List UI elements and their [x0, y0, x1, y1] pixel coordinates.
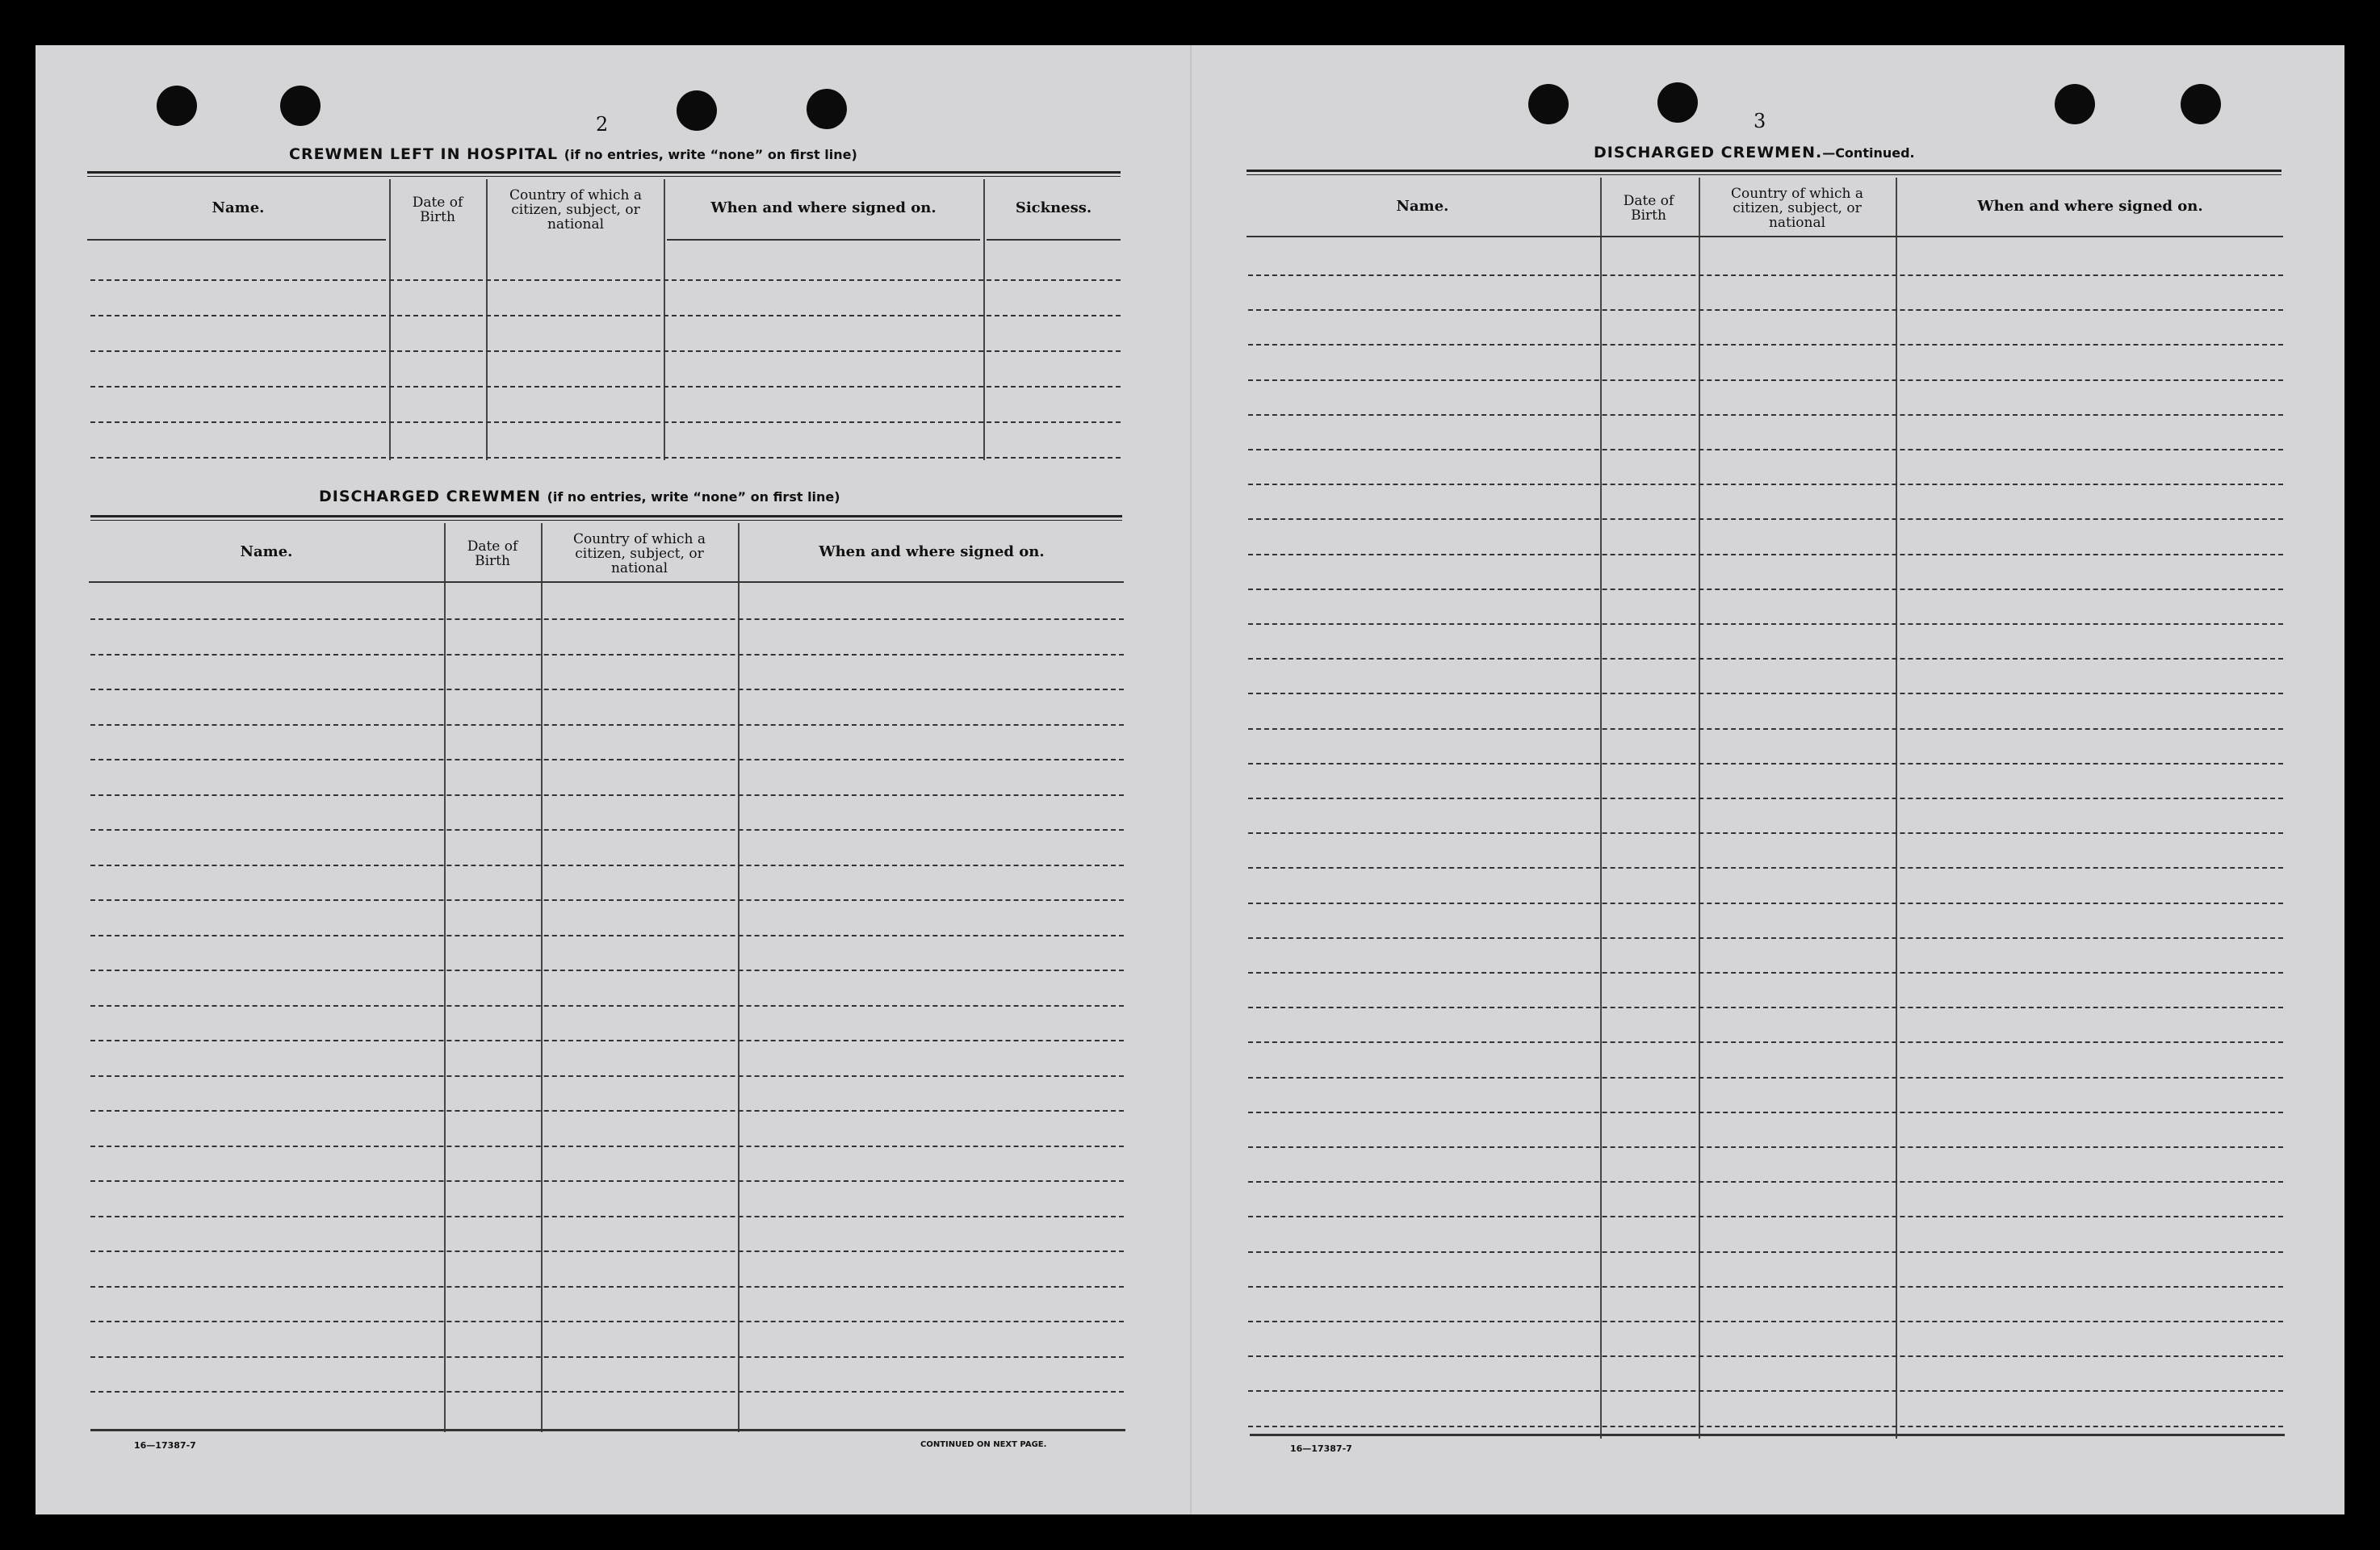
hospital-col-signed-on: When and where signed on.: [710, 199, 936, 216]
punch-hole: [1657, 82, 1698, 123]
table-row-line: [90, 935, 1124, 936]
table-row-line: [1248, 1390, 2283, 1392]
hospital-instruction: (if no entries, write “none” on first line): [564, 147, 857, 162]
table-row-line: [90, 970, 1124, 971]
hospital-row-line: [90, 386, 1121, 388]
table-row-line: [90, 1005, 1124, 1007]
table-row-line: [1248, 379, 2283, 381]
table-row-line: [90, 1180, 1124, 1182]
table-row-line: [1248, 1426, 2283, 1427]
hospital-row-line: [90, 457, 1121, 459]
table-row-line: [90, 1146, 1124, 1147]
table-row-line: [1248, 1112, 2283, 1113]
right-col-divider: [1699, 178, 1700, 1439]
right-col-divider: [1896, 178, 1897, 1439]
discharged-header-rule: [89, 581, 1124, 583]
table-row-line: [1248, 903, 2283, 904]
hospital-col-sickness: Sickness.: [1015, 199, 1092, 216]
table-row-line: [1248, 1007, 2283, 1008]
punch-hole: [2055, 84, 2095, 124]
punch-hole: [2181, 84, 2221, 124]
table-row-line: [1248, 867, 2283, 869]
table-row-line: [1248, 658, 2283, 660]
right-col-name: Name.: [1396, 198, 1449, 215]
table-row-line: [1248, 832, 2283, 834]
table-row-line: [90, 1250, 1124, 1252]
table-row-line: [1248, 309, 2283, 311]
hospital-col-dob: Date of Birth: [412, 195, 463, 225]
page-number-right: 3: [1754, 110, 1766, 132]
table-row-line: [1248, 1041, 2283, 1043]
right-col-dob: Date of Birth: [1623, 193, 1674, 224]
hospital-col-country: Country of which a citizen, subject, or national: [509, 187, 642, 232]
table-row-line: [90, 618, 1124, 620]
table-row-line: [90, 865, 1124, 866]
table-row-line: [90, 829, 1124, 831]
table-row-line: [1248, 1251, 2283, 1253]
table-row-line: [90, 1356, 1124, 1358]
discharged-col-divider: [541, 523, 543, 1432]
discharged-col-signed-on: When and where signed on.: [819, 543, 1045, 560]
table-row-line: [90, 794, 1124, 796]
hospital-header-rule: [667, 239, 980, 241]
table-row-line: [90, 1286, 1124, 1288]
hospital-col-divider: [664, 179, 665, 460]
table-row-line: [1248, 414, 2283, 416]
table-row-line: [90, 1216, 1124, 1217]
table-row-line: [1248, 763, 2283, 765]
hospital-col-divider: [486, 179, 488, 460]
discharged-col-divider: [738, 523, 740, 1432]
table-row-line: [1248, 1146, 2283, 1148]
hospital-col-divider: [983, 179, 985, 460]
table-row-line: [1248, 449, 2283, 450]
continued-note: CONTINUED ON NEXT PAGE.: [920, 1440, 1047, 1449]
punch-hole: [1528, 84, 1569, 124]
right-col-signed-on: When and where signed on.: [1977, 198, 2203, 215]
table-row-line: [90, 1110, 1124, 1112]
form-number-right: 16—17387-7: [1290, 1443, 1352, 1454]
discharged-col-name: Name.: [240, 543, 293, 560]
table-row-line: [1248, 1181, 2283, 1183]
table-row-line: [1248, 344, 2283, 346]
right-col-country: Country of which a citizen, subject, or national: [1731, 186, 1863, 231]
hospital-title: CREWMEN LEFT IN HOSPITAL: [289, 145, 559, 163]
hospital-section-title: [289, 145, 857, 163]
hospital-table-top-rule: [87, 171, 1121, 177]
right-title-suffix: —Continued.: [1822, 145, 1915, 161]
discharged-col-country: Country of which a citizen, subject, or national: [573, 531, 706, 576]
table-row-line: [1248, 937, 2283, 939]
table-row-line: [1248, 274, 2283, 276]
hospital-header-rule: [987, 239, 1121, 241]
hospital-col-divider: [389, 179, 391, 460]
discharged-table-bottom-rule: [90, 1429, 1125, 1431]
hospital-row-line: [90, 279, 1121, 281]
table-row-line: [1248, 589, 2283, 590]
right-section-title: [1594, 144, 1915, 161]
punch-hole: [157, 86, 197, 126]
table-row-line: [90, 1075, 1124, 1077]
right-col-divider: [1600, 178, 1602, 1439]
discharged-col-dob: Date of Birth: [467, 538, 518, 569]
table-row-line: [90, 1321, 1124, 1322]
table-row-line: [1248, 554, 2283, 555]
right-table-bottom-rule: [1250, 1434, 2285, 1436]
table-row-line: [1248, 623, 2283, 625]
form-number-left: 16—17387-7: [134, 1440, 196, 1451]
table-row-line: [1248, 1321, 2283, 1322]
table-row-line: [90, 759, 1124, 760]
table-row-line: [90, 689, 1124, 690]
table-row-line: [90, 1391, 1124, 1393]
right-title: DISCHARGED CREWMEN.: [1594, 144, 1823, 161]
hospital-header-rule: [87, 239, 386, 241]
discharged-table-top-rule: [90, 515, 1122, 521]
table-row-line: [1248, 1355, 2283, 1357]
right-header-rule: [1247, 236, 2283, 237]
table-row-line: [1248, 693, 2283, 694]
punch-hole: [677, 90, 717, 131]
table-row-line: [1248, 1077, 2283, 1079]
hospital-col-name: Name.: [212, 199, 265, 216]
punch-hole: [280, 86, 321, 126]
discharged-instruction: (if no entries, write “none” on first line): [547, 489, 840, 505]
table-row-line: [1248, 484, 2283, 485]
table-row-line: [1248, 1286, 2283, 1288]
table-row-line: [1248, 798, 2283, 799]
right-table-top-rule: [1247, 170, 2282, 175]
table-row-line: [1248, 518, 2283, 520]
table-row-line: [90, 1040, 1124, 1041]
hospital-row-line: [90, 350, 1121, 352]
hospital-row-line: [90, 315, 1121, 316]
table-row-line: [1248, 972, 2283, 974]
hospital-row-line: [90, 421, 1121, 423]
table-row-line: [90, 724, 1124, 726]
discharged-col-divider: [444, 523, 446, 1432]
discharged-section-title: [319, 488, 840, 505]
table-row-line: [90, 654, 1124, 656]
page-number-left: 2: [596, 113, 609, 136]
discharged-title: DISCHARGED CREWMEN: [319, 488, 541, 505]
punch-hole: [807, 89, 847, 129]
page-fold: [1190, 45, 1192, 1514]
table-row-line: [1248, 1216, 2283, 1217]
table-row-line: [1248, 728, 2283, 730]
table-row-line: [90, 899, 1124, 901]
